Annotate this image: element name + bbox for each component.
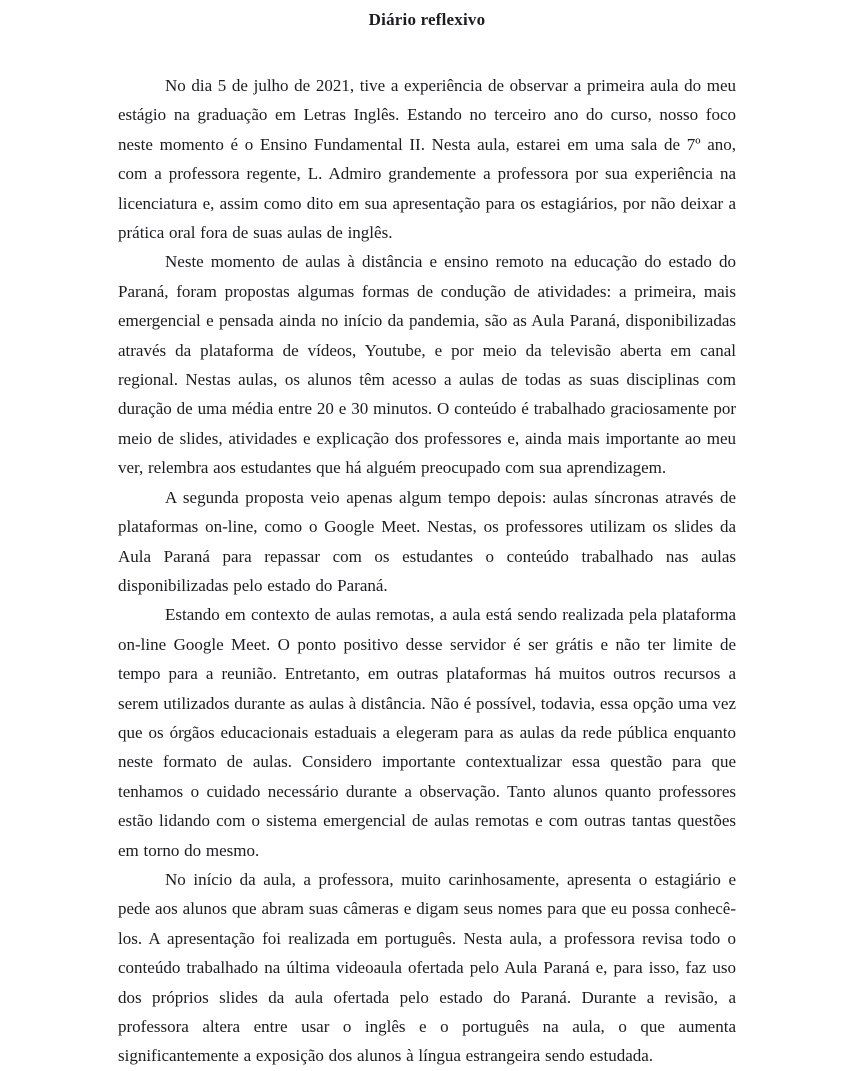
paragraph-1: No dia 5 de julho de 2021, tive a experiência de observar a primeira aula do meu estágio na graduação em Letras Inglês. Estando no terceiro ano do curso, nosso foco neste momento é o Ensino Fundamental II. Nesta aula, estarei em uma sala de 7º ano, com a professora regente, L. Admiro grandemente a professora por sua experiência na licenciatura e, assim como dito em sua apresentação para os estagiários, por não deixar a prática oral fora de suas aulas de inglês. <box>118 76 736 243</box>
paragraph-2: Neste momento de aulas à distância e ensino remoto na educação do estado do Paraná, foram propostas algumas formas de condução de atividades: a primeira, mais emergencial e pensada ainda no início da pandemia, são as Aula Paraná, disponibilizadas através da plataforma de vídeos, Youtube, e por meio da televisão aberta em canal regional. Nestas aulas, os alunos têm acesso a aulas de todas as suas disciplinas com duração de uma média entre 20 e 30 minutos. O conteúdo é trabalhado graciosamente por meio de slides, atividades e explicação dos professores e, ainda mais importante ao meu ver, relembra aos estudantes que há alguém preocupado com sua aprendizagem. <box>118 252 736 478</box>
paragraph-5: No início da aula, a professora, muito carinhosamente, apresenta o estagiário e pede aos alunos que abram suas câmeras e digam seus nomes para que eu possa conhecê-los. A apresentação foi realizada em português. Nesta aula, a professora revisa todo o conteúdo trabalhado na última videoaula ofertada pelo Aula Paraná e, para isso, faz uso dos próprios slides da aula ofertada pelo estado do Paraná. Durante a revisão, a professora altera entre usar o inglês e o português na aula, o que aumenta significantemente a exposição dos alunos à língua estrangeira sendo estudada. <box>118 869 736 1066</box>
document-title: Diário reflexivo <box>368 10 486 29</box>
paragraph-3: A segunda proposta veio apenas algum tempo depois: aulas síncronas através de plataformas on-line, como o Google Meet. Nestas, os professores utilizam os slides da Aula Paraná para repassar com os estudantes o conteúdo trabalhado nas aulas disponibilizadas pelo estado do Paraná. <box>118 487 736 595</box>
paragraph-4: Estando em contexto de aulas remotas, a aula está sendo realizada pela plataforma on-line Google Meet. O ponto positivo desse servidor é ser grátis e não ter limite de tempo para a reunião. Entretanto, em outras plataformas há muitos outros recursos a serem utilizados durante as aulas à distância. Não é possível, todavia, essa opção uma vez que os órgãos educacionais estaduais a elegeram para as aulas da rede pública enquanto neste formato de aulas. Considero importante contextualizar essa questão para que tenhamos o cuidado necessário durante a observação. Tanto alunos quanto professores estão lidando com o sistema emergencial de aulas remotas e com outras tantas questões em torno do mesmo. <box>118 605 736 860</box>
document-body <box>118 71 736 1071</box>
